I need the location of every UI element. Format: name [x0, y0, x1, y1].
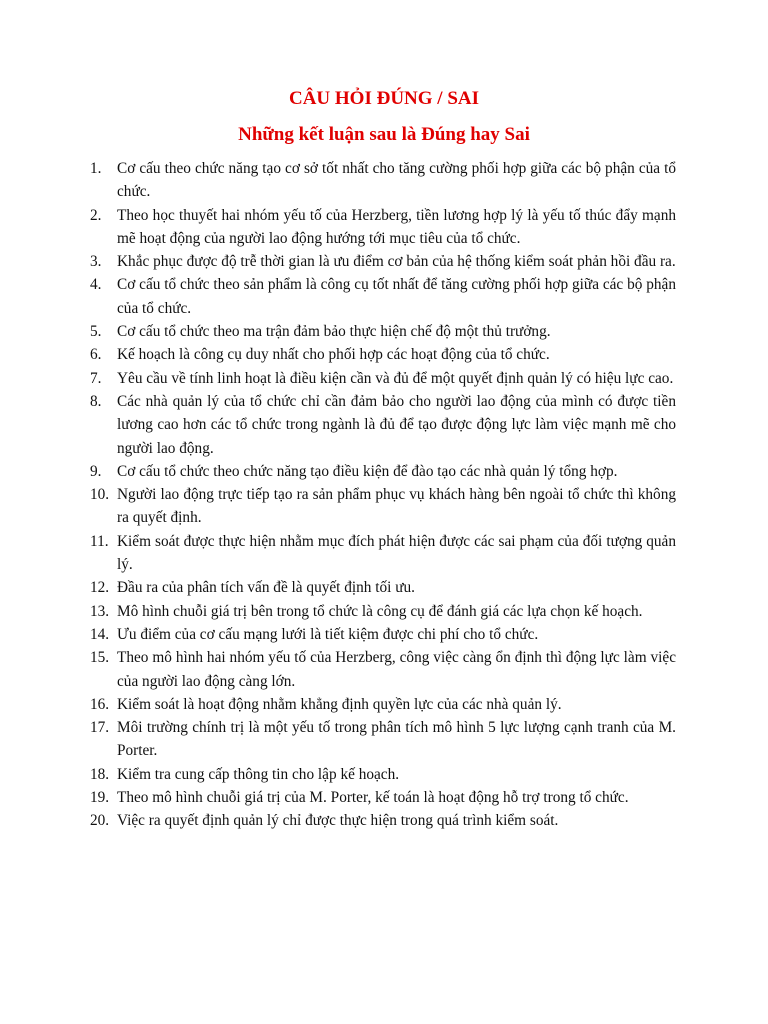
question-number: 10.	[90, 486, 110, 504]
question-number: 18.	[90, 765, 110, 783]
question-text: Ưu điểm của cơ cấu mạng lưới là tiết kiệm được chi phí cho tổ chức.	[117, 625, 539, 643]
question-text: Theo mô hình hai nhóm yếu tố của Herzberg, công việc càng ổn định thì động lực làm việc của người lao động càng lớn.	[117, 649, 676, 690]
question-text: Kế hoạch là công cụ duy nhất cho phối hợp các hoạt động của tổ chức.	[117, 346, 550, 364]
question-text: Các nhà quản lý của tổ chức chỉ cần đảm bảo cho người lao động của mình có được tiền lương cao hơn các tổ chức trong ngành là đủ để tạo được động lực làm việc mạnh mẽ cho người lao động.	[117, 392, 676, 457]
question-number: 4.	[90, 276, 102, 294]
question-text: Yêu cầu về tính linh hoạt là điều kiện cần và đủ để một quyết định quản lý có hiệu lực cao.	[117, 369, 674, 387]
question-item	[90, 809, 676, 832]
question-text: Người lao động trực tiếp tạo ra sản phẩm phục vụ khách hàng bên ngoài tổ chức thì không ra quyết định.	[117, 486, 676, 527]
question-item	[90, 763, 676, 786]
question-number: 6.	[90, 346, 102, 364]
question-number: 7.	[90, 369, 102, 387]
question-item	[90, 273, 676, 320]
question-item	[90, 320, 676, 343]
question-text: Kiểm soát là hoạt động nhằm khẳng định quyền lực của các nhà quản lý.	[117, 695, 562, 713]
question-item	[90, 600, 676, 623]
question-text: Cơ cấu tổ chức theo sản phẩm là công cụ tốt nhất để tăng cường phối hợp giữa các bộ phận của tổ chức.	[117, 276, 676, 317]
question-number: 2.	[90, 206, 102, 224]
question-text: Cơ cấu tổ chức theo ma trận đảm bảo thực hiện chế độ một thủ trưởng.	[117, 323, 551, 341]
question-number: 9.	[90, 462, 102, 480]
question-text: Mô hình chuỗi giá trị bên trong tổ chức là công cụ để đánh giá các lựa chọn kế hoạch.	[117, 602, 643, 620]
question-item	[90, 576, 676, 599]
question-text: Cơ cấu tổ chức theo chức năng tạo điều kiện để đào tạo các nhà quản lý tổng hợp.	[117, 462, 618, 480]
question-number: 15.	[90, 649, 110, 667]
question-text: Theo học thuyết hai nhóm yếu tố của Herzberg, tiền lương hợp lý là yếu tố thúc đẩy mạnh mẽ hoạt động của người lao động hướng tới mục tiêu của tổ chức.	[117, 206, 676, 247]
question-item	[90, 716, 676, 763]
question-item	[90, 646, 676, 693]
question-number: 17.	[90, 719, 110, 737]
question-item	[90, 786, 676, 809]
question-item	[90, 390, 676, 460]
question-number: 11.	[90, 532, 109, 550]
question-number: 5.	[90, 323, 102, 341]
page-subtitle: Những kết luận sau là Đúng hay Sai	[238, 124, 530, 145]
question-text: Theo mô hình chuỗi giá trị của M. Porter, kế toán là hoạt động hỗ trợ trong tổ chức.	[117, 789, 629, 807]
question-item	[90, 367, 676, 390]
question-number: 1.	[90, 160, 102, 177]
question-item	[90, 693, 676, 716]
question-number: 16.	[90, 695, 110, 713]
question-text: Việc ra quyết định quản lý chỉ được thực hiện trong quá trình kiểm soát.	[117, 812, 559, 830]
question-text: Môi trường chính trị là một yếu tố trong phân tích mô hình 5 lực lượng cạnh tranh của M. Porter.	[117, 719, 676, 760]
question-item	[90, 204, 676, 251]
question-number: 20.	[90, 812, 110, 830]
question-item	[90, 530, 676, 577]
question-text: Kiểm soát được thực hiện nhằm mục đích phát hiện được các sai phạm của đối tượng quản lý.	[117, 532, 676, 574]
question-item	[90, 250, 676, 273]
question-text: Kiểm tra cung cấp thông tin cho lập kế hoạch.	[117, 765, 400, 783]
question-number: 3.	[90, 253, 102, 271]
question-item	[90, 157, 676, 204]
question-number: 13.	[90, 602, 110, 620]
question-number: 19.	[90, 789, 110, 807]
question-item	[90, 460, 676, 483]
question-number: 14.	[90, 625, 110, 643]
question-text: Khắc phục được độ trễ thời gian là ưu điểm cơ bản của hệ thống kiểm soát phản hồi đầu ra.	[117, 253, 676, 271]
page-title: CÂU HỎI ĐÚNG / SAI	[288, 88, 480, 109]
question-number: 8.	[90, 392, 102, 410]
question-item	[90, 623, 676, 646]
question-item	[90, 483, 676, 530]
question-item	[90, 343, 676, 366]
question-number: 12.	[90, 579, 110, 597]
question-list	[90, 157, 676, 833]
question-text: Đầu ra của phân tích vấn đề là quyết định tối ưu.	[117, 579, 415, 597]
question-text: Cơ cấu theo chức năng tạo cơ sở tốt nhất cho tăng cường phối hợp giữa các bộ phận của tổ chức.	[117, 160, 676, 201]
